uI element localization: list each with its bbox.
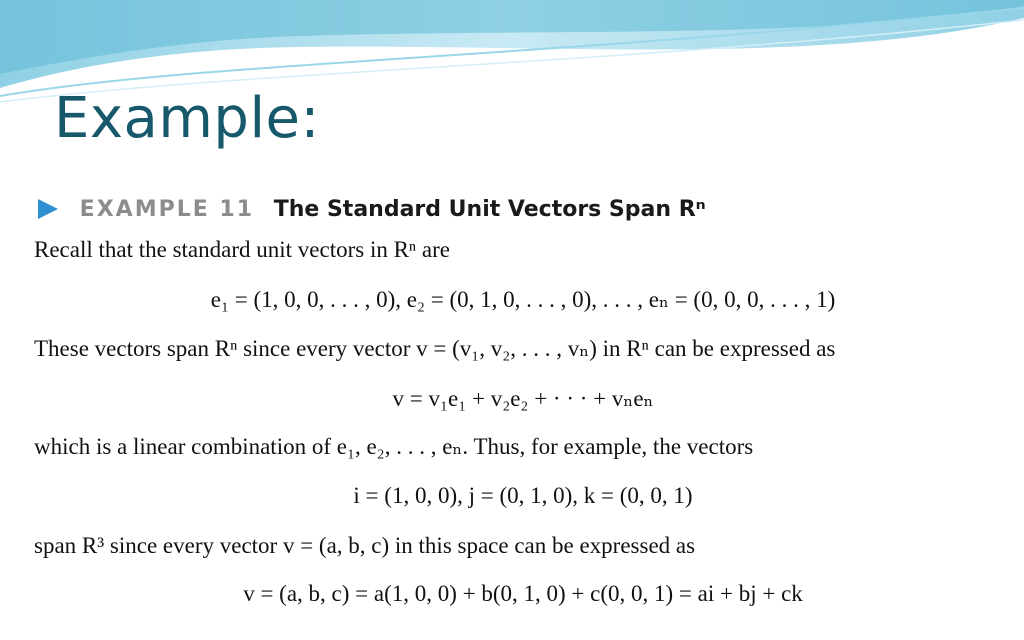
example-heading (38, 197, 706, 222)
text-line-4: span R³ since every vector v = (a, b, c) in this space can be expressed as (34, 533, 696, 558)
equation-ijk: i = (1, 0, 0), j = (0, 1, 0), k = (0, 0, 1) (353, 483, 693, 508)
equation-linear-combination: v = v₁e₁ + v₂e₂ + · · · + vₙeₙ (392, 386, 654, 411)
equation-expansion: v = (a, b, c) = a(1, 0, 0) + b(0, 1, 0) + c(0, 0, 1) = ai + bj + ck (243, 581, 803, 606)
text-line-2: These vectors span Rⁿ since every vector v = (v₁, v₂, . . . , vₙ) in Rⁿ can be expressed as (34, 336, 836, 361)
example-label: EXAMPLE 11 (79, 197, 255, 222)
example-content-image (28, 183, 1018, 635)
text-line-1: Recall that the standard unit vectors in Rⁿ are (34, 237, 450, 262)
play-arrow-icon (38, 199, 58, 219)
example-title: The Standard Unit Vectors Span Rⁿ (273, 197, 706, 222)
equation-unit-vectors: e₁ = (1, 0, 0, . . . , 0), e₂ = (0, 1, 0, . . . , 0), . . . , eₙ = (0, 0, 0, . . . , 1) (210, 287, 836, 312)
text-line-3: which is a linear combination of e₁, e₂, . . . , eₙ. Thus, for example, the vectors (34, 434, 754, 459)
slide-title: Example: (54, 86, 320, 151)
